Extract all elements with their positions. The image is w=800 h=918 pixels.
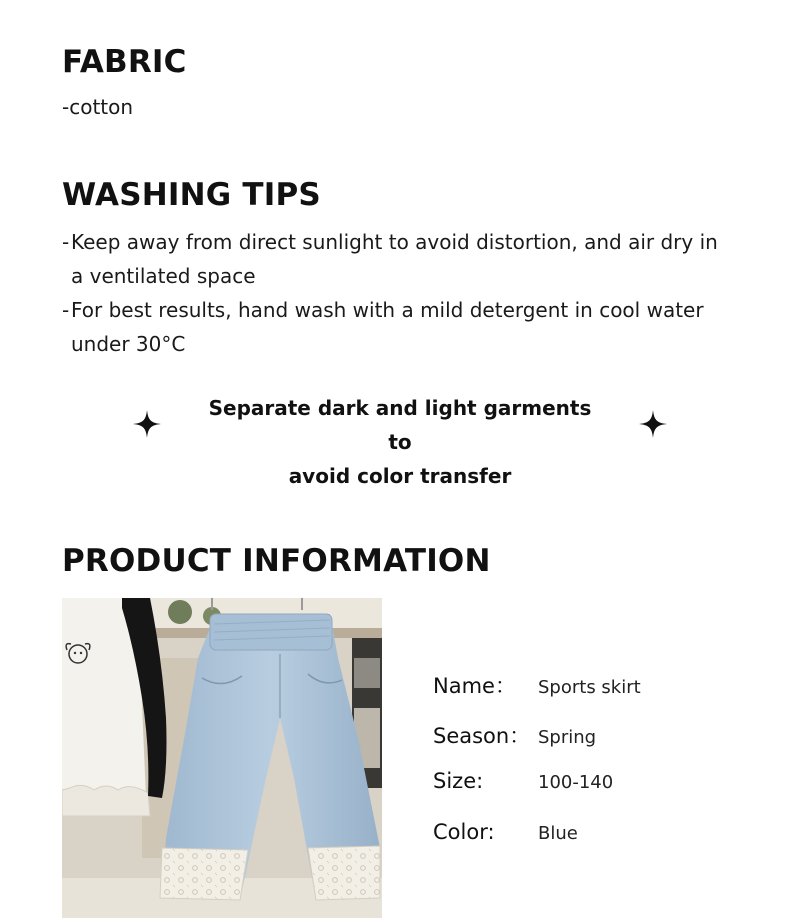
washing-tips-heading: WASHING TIPS xyxy=(62,177,321,213)
washing-tip xyxy=(62,225,722,293)
product-info-season-row xyxy=(433,720,596,750)
sparkle-icon xyxy=(133,410,161,438)
tip-text: Keep away from direct sunlight to avoid distortion, and air dry in a ventilated space xyxy=(71,230,718,288)
tip-text: For best results, hand wash with a mild detergent in cool water under 30°C xyxy=(71,298,704,356)
product-info-label: Color: xyxy=(433,820,495,844)
product-info-value: Spring xyxy=(538,727,597,748)
callout-line: avoid color transfer xyxy=(288,464,512,488)
product-info-name-row xyxy=(433,670,641,700)
tip-dash: - xyxy=(62,230,70,254)
product-info-value: 100-140 xyxy=(538,772,614,793)
product-info-heading: PRODUCT INFORMATION xyxy=(62,543,491,579)
callout-line: Separate dark and light garments to xyxy=(208,396,592,454)
product-info-color-row xyxy=(433,820,578,844)
product-info-label: Size: xyxy=(433,769,484,793)
color-separation-callout xyxy=(200,391,600,493)
tip-dash: - xyxy=(62,298,70,322)
product-photo-illustration xyxy=(62,598,382,918)
product-info-label: Name： xyxy=(433,674,516,698)
washing-tip xyxy=(62,293,722,361)
product-info-value: Sports skirt xyxy=(538,677,641,698)
sparkle-icon xyxy=(639,410,667,438)
fabric-value: -cotton xyxy=(62,95,134,119)
product-info-size-row xyxy=(433,769,613,793)
product-info-label: Season： xyxy=(433,724,531,748)
product-info-value: Blue xyxy=(538,823,578,844)
fabric-heading: FABRIC xyxy=(62,44,187,80)
product-photo xyxy=(62,598,382,918)
